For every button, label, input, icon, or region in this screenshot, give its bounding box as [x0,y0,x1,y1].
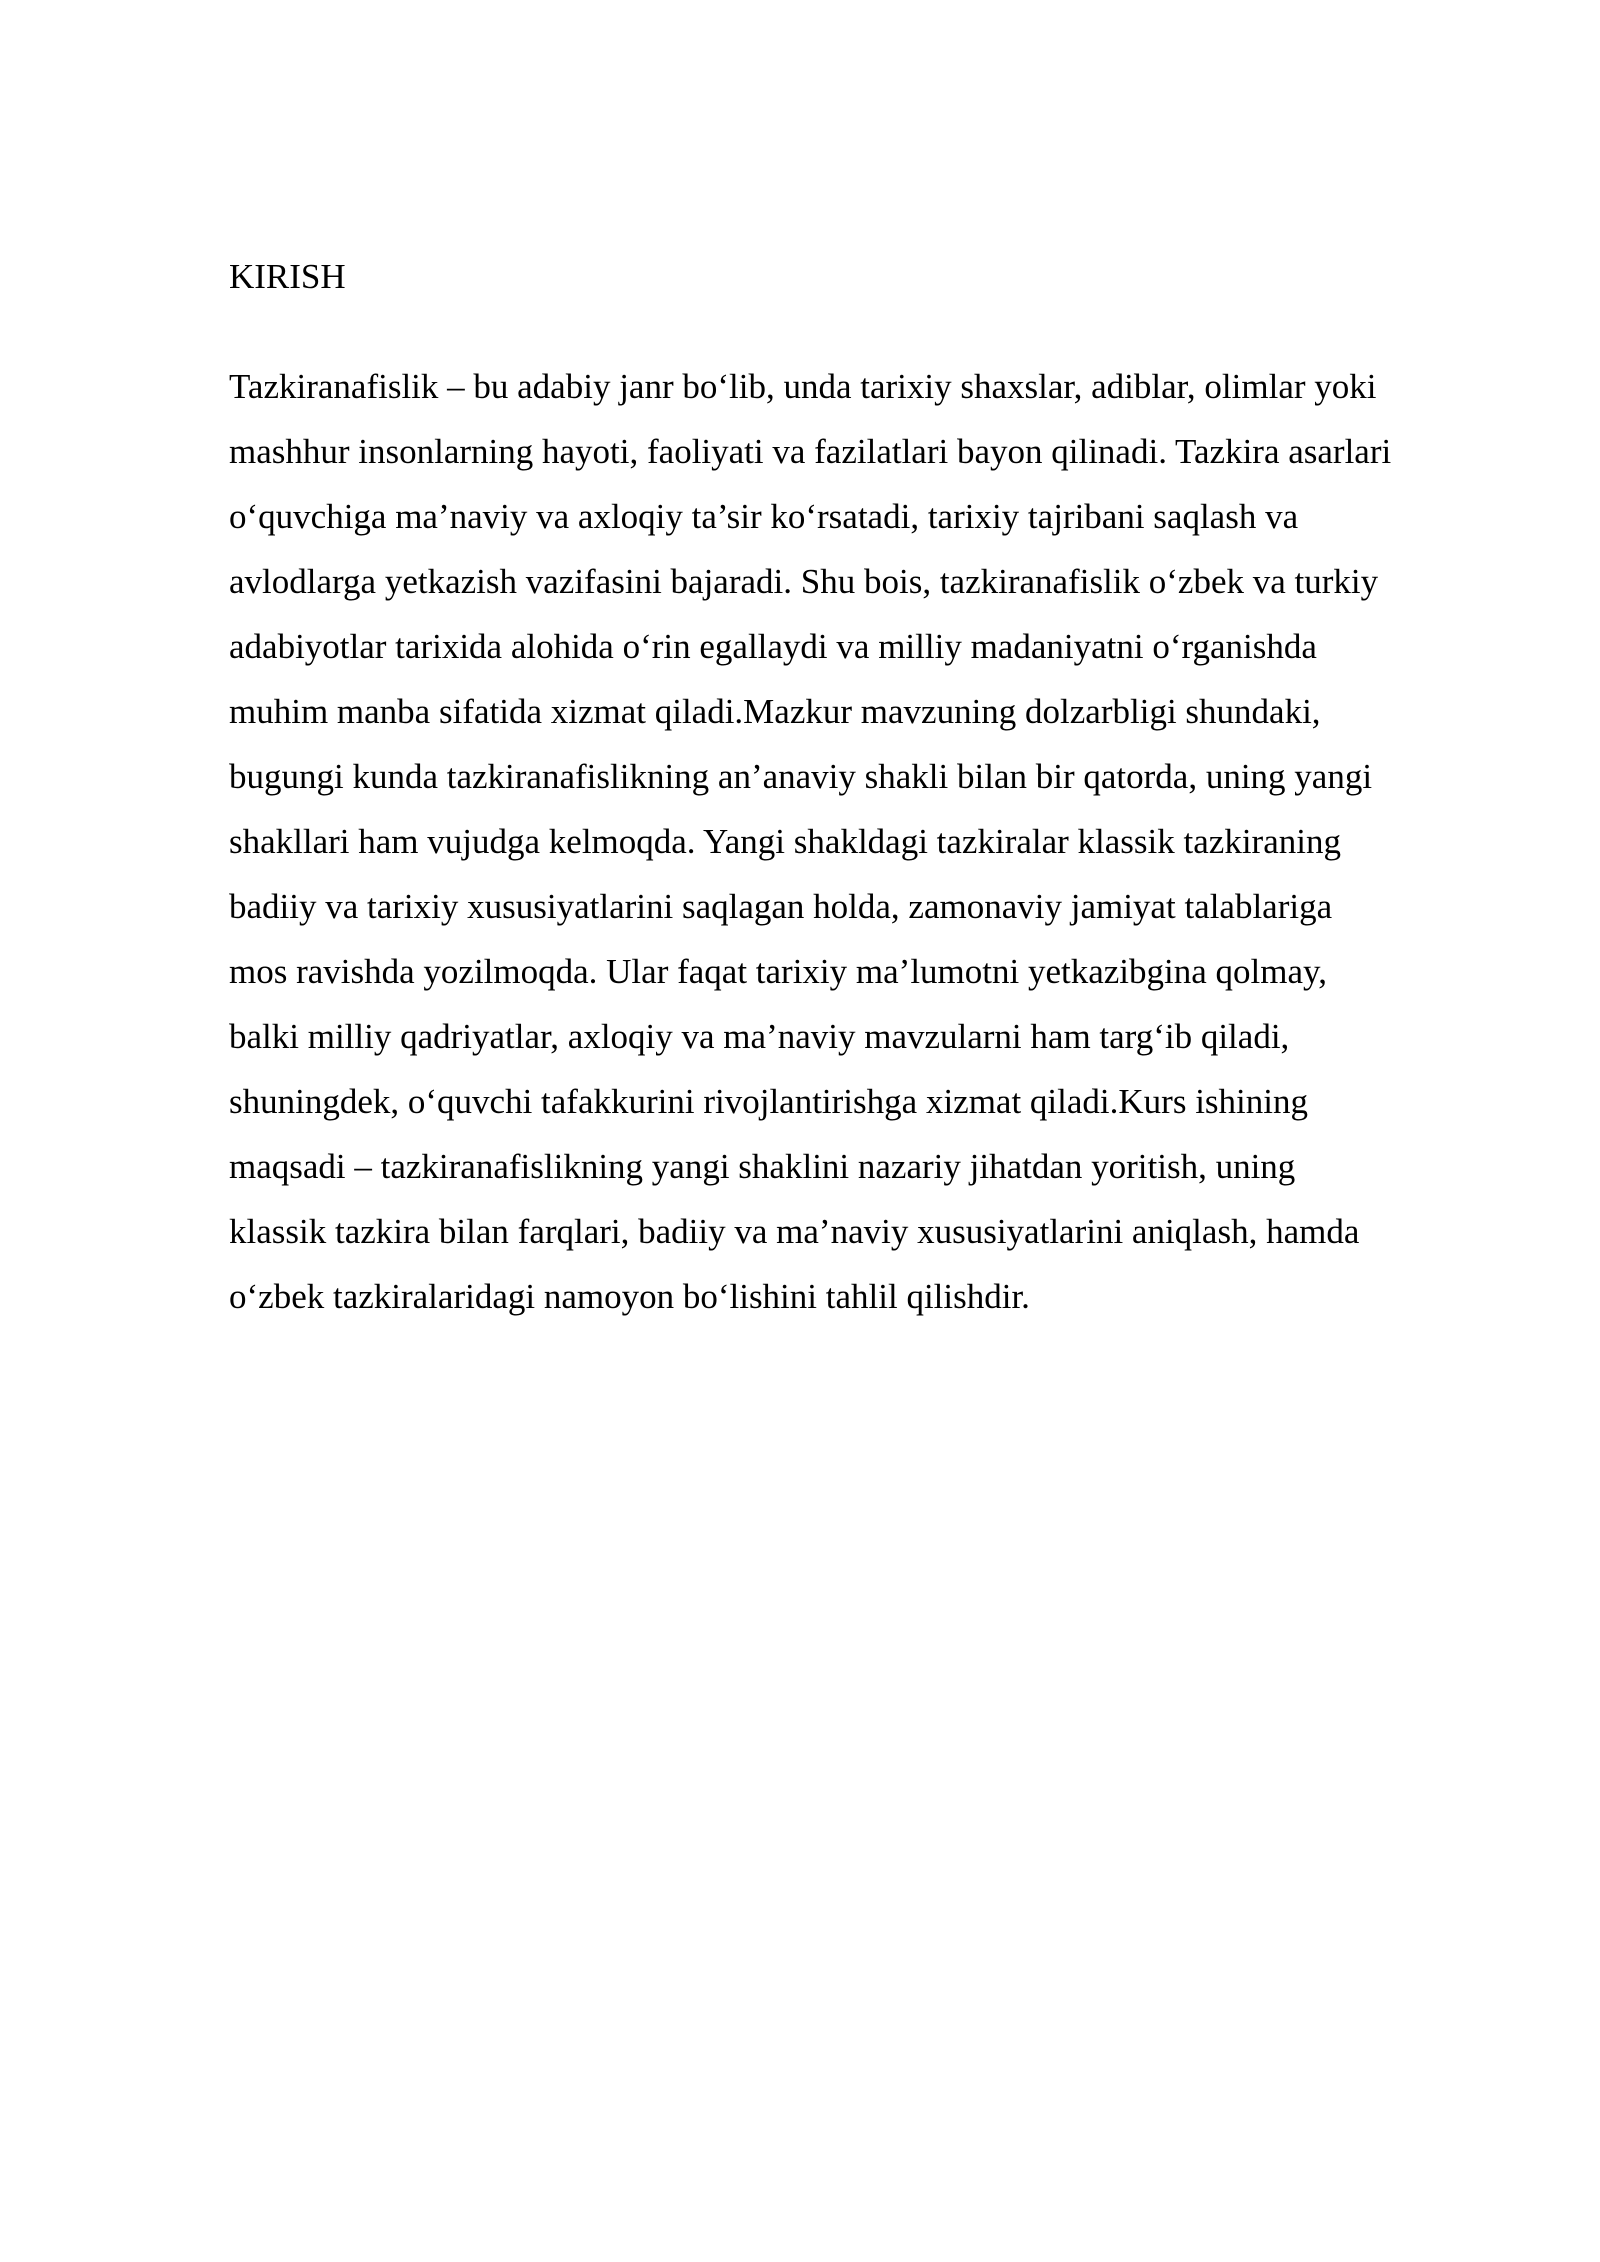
section-heading: KIRISH [229,257,346,296]
paragraph-line: mos ravishda yozilmoqda. Ular faqat tarixiy ma’lumotni yetkazibgina qolmay, [229,952,1327,991]
paragraph-line: shuningdek, o‘quvchi tafakkurini rivojlantirishga xizmat qiladi.Kurs ishining [229,1082,1308,1121]
paragraph-line: maqsadi – tazkiranafislikning yangi shaklini nazariy jihatdan yoritish, uning [229,1147,1296,1186]
paragraph-line: avlodlarga yetkazish vazifasini bajaradi. Shu bois, tazkiranafislik o‘zbek va turkiy [229,562,1379,601]
paragraph-line: adabiyotlar tarixida alohida o‘rin egallaydi va milliy madaniyatni o‘rganishda [229,627,1317,666]
paragraph-line: muhim manba sifatida xizmat qiladi.Mazkur mavzuning dolzarbligi shundaki, [229,692,1321,731]
body-paragraph [229,354,1529,1329]
paragraph-line: mashhur insonlarning hayoti, faoliyati va fazilatlari bayon qilinadi. Tazkira asarlari [229,432,1392,471]
paragraph-line: o‘quvchiga ma’naviy va axloqiy ta’sir ko‘rsatadi, tarixiy tajribani saqlash va [229,497,1299,536]
paragraph-line: badiiy va tarixiy xususiyatlarini saqlagan holda, zamonaviy jamiyat talablariga [229,887,1333,926]
paragraph-line: shakllari ham vujudga kelmoqda. Yangi shakldagi tazkiralar klassik tazkiraning [229,822,1341,861]
paragraph-line: o‘zbek tazkiralaridagi namoyon bo‘lishini tahlil qilishdir. [229,1277,1030,1316]
paragraph-line: Tazkiranafislik – bu adabiy janr bo‘lib, unda tarixiy shaxslar, adiblar, olimlar yoki [229,367,1377,406]
paragraph-line: klassik tazkira bilan farqlari, badiiy va ma’naviy xususiyatlarini aniqlash, hamda [229,1212,1360,1251]
paragraph-line: bugungi kunda tazkiranafislikning an’anaviy shakli bilan bir qatorda, uning yangi [229,757,1373,796]
paragraph-line: balki milliy qadriyatlar, axloqiy va ma’naviy mavzularni ham targ‘ib qiladi, [229,1017,1290,1056]
